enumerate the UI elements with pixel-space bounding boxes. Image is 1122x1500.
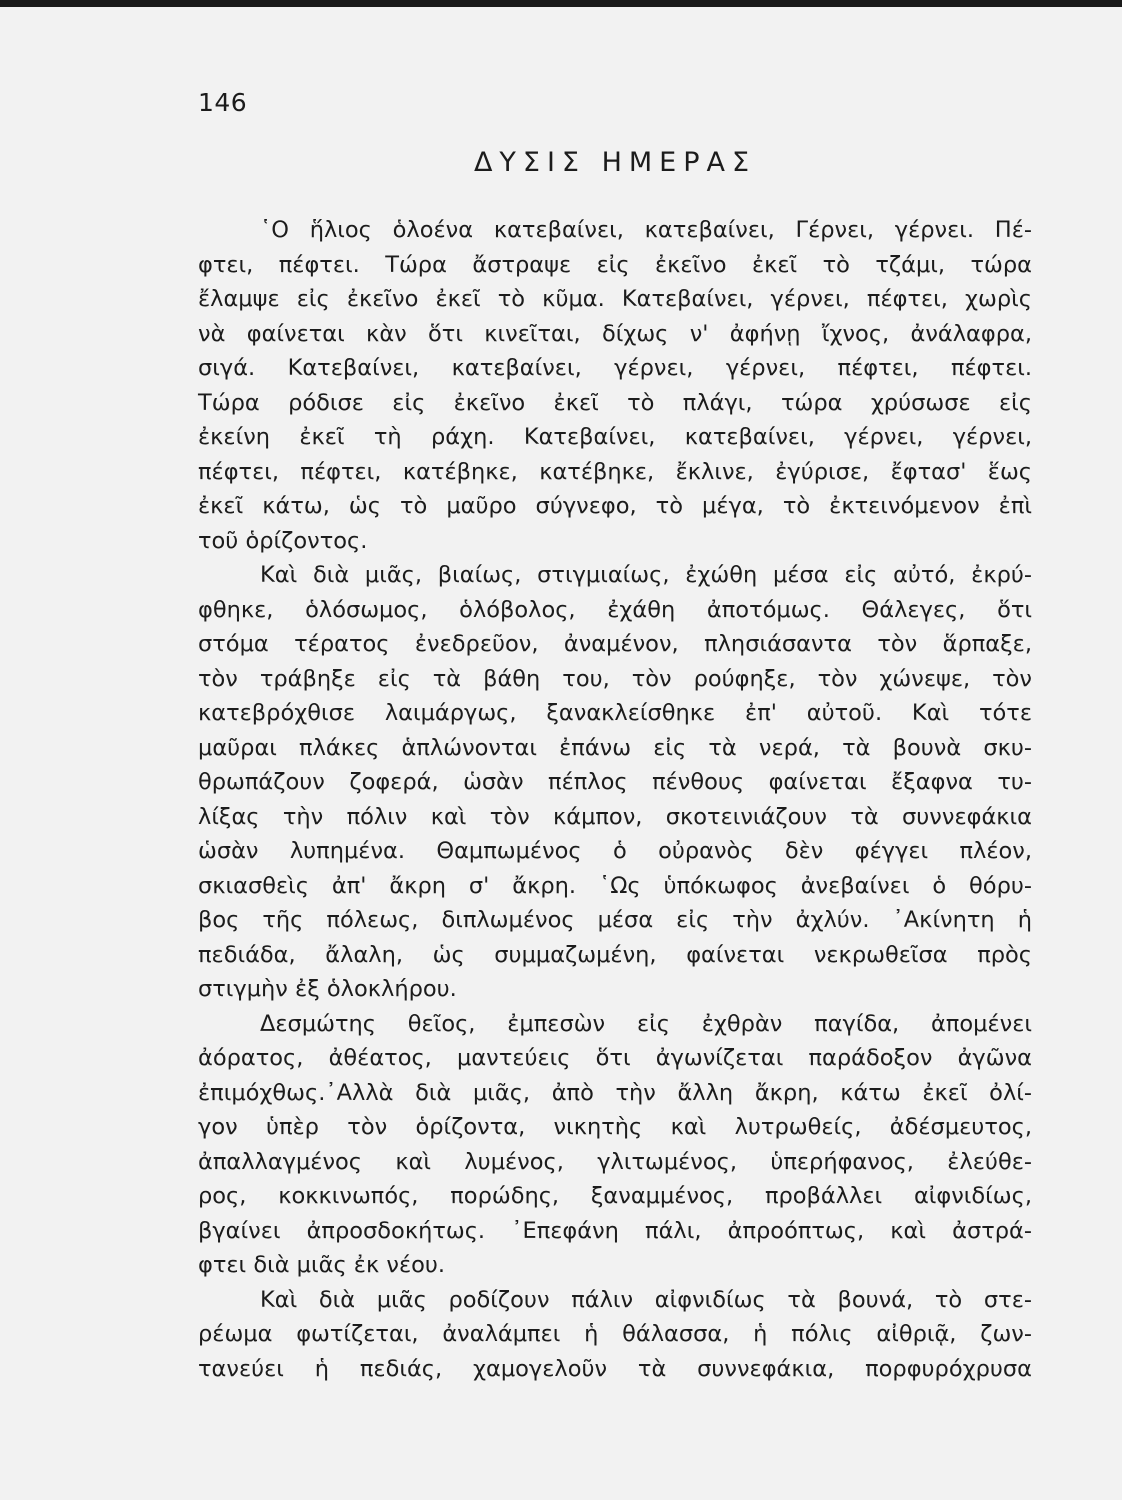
text-line: Καὶ διὰ μιᾶς ροδίζουν πάλιν αἰφνιδίως τὰ βουνά, τὸ στε- — [260, 1286, 1032, 1313]
text-line: λίξας τὴν πόλιν καὶ τὸν κάμπον, σκοτεινιάζουν τὰ συννεφάκια — [198, 803, 1032, 830]
text-line: σιγά. Κατεβαίνει, κατεβαίνει, γέρνει, γέρνει, πέφτει, πέφτει. — [198, 355, 1032, 381]
text-line: θρωπάζουν ζοφερά, ὡσὰν πέπλος πένθους φαίνεται ἔξαφνα τυ- — [198, 769, 1032, 795]
text-line: τανεύει ἡ πεδιάς, χαμογελοῦν τὰ συννεφάκια, πορφυρόχρυσα — [198, 1355, 1032, 1382]
text-line: νὰ φαίνεται κὰν ὅτι κινεῖται, δίχως ν' ἀφήνῃ ἴχνος, ἀνάλαφρα, — [198, 320, 1032, 347]
text-line: μαῦραι πλάκες ἁπλώνονται ἐπάνω εἰς τὰ νερά, τὰ βουνὰ σκυ- — [198, 734, 1032, 761]
text-line: σκιασθεὶς ἀπ' ἄκρη σ' ἄκρη. ῾Ως ὑπόκωφος ἀνεβαίνει ὁ θόρυ- — [198, 872, 1032, 899]
text-line: ῾Ο ἥλιος ὁλοένα κατεβαίνει, κατεβαίνει, Γέρνει, γέρνει. Πέ- — [260, 217, 1032, 243]
text-line: ἐκεῖ κάτω, ὡς τὸ μαῦρο σύγνεφο, τὸ μέγα, τὸ ἐκτεινόμενον ἐπὶ — [198, 493, 1032, 519]
text-line: γον ὑπὲρ τὸν ὁρίζοντα, νικητὴς καὶ λυτρωθείς, ἀδέσμευτος, — [198, 1114, 1032, 1140]
page-top-edge — [0, 0, 1122, 7]
text-line: ἔλαμψε εἰς ἐκεῖνο ἐκεῖ τὸ κῦμα. Κατεβαίνει, γέρνει, πέφτει, χωρὶς — [198, 286, 1032, 312]
text-line: φτει, πέφτει. Τώρα ἄστραψε εἰς ἐκεῖνο ἐκεῖ τὸ τζάμι, τώρα — [198, 251, 1032, 278]
page-number: 146 — [198, 88, 248, 117]
text-line: κατεβρόχθισε λαιμάργως, ξανακλείσθηκε ἐπ' αὐτοῦ. Καὶ τότε — [198, 700, 1032, 726]
text-line: ὡσὰν λυπημένα. Θαμπωμένος ὁ οὐρανὸς δὲν φέγγει πλέον, — [198, 838, 1032, 864]
text-line: βγαίνει ἀπροσδοκήτως. ᾽Επεφάνη πάλι, ἀπροόπτως, καὶ ἀστρά- — [198, 1217, 1032, 1244]
text-line: Καὶ διὰ μιᾶς, βιαίως, στιγμιαίως, ἐχώθη μέσα εἰς αὐτό, ἐκρύ- — [260, 562, 1032, 588]
text-line: στιγμὴν ἐξ ὁλοκλήρου. — [198, 976, 457, 1002]
text-line: πέφτει, πέφτει, κατέβηκε, κατέβηκε, ἔκλινε, ἐγύρισε, ἔφτασ' ἕως — [198, 458, 1032, 485]
text-line: ρος, κοκκινωπός, πορώδης, ξαναμμένος, προβάλλει αἰφνιδίως, — [198, 1183, 1032, 1209]
text-line: στόμα τέρατος ἐνεδρεῦον, ἀναμένον, πλησιάσαντα τὸν ἅρπαξε, — [198, 631, 1032, 657]
chapter-title: ΔΥΣΙΣ ΗΜΕΡΑΣ — [473, 147, 757, 178]
text-line: τὸν τράβηξε εἰς τὰ βάθη του, τὸν ρούφηξε, τὸν χώνεψε, τὸν — [198, 665, 1032, 692]
text-line: ἀπαλλαγμένος καὶ λυμένος, γλιτωμένος, ὑπερήφανος, ἐλεύθε- — [198, 1148, 1032, 1175]
text-line: πεδιάδα, ἄλαλη, ὡς συμμαζωμένη, φαίνεται νεκρωθεῖσα πρὸς — [198, 941, 1032, 968]
text-line: ἐπιμόχθως.᾽Αλλὰ διὰ μιᾶς, ἀπὸ τὴν ἄλλη ἄκρη, κάτω ἐκεῖ ὀλί- — [198, 1079, 1032, 1106]
text-line: ρέωμα φωτίζεται, ἀναλάμπει ἡ θάλασσα, ἡ πόλις αἰθριᾷ, ζων- — [198, 1321, 1032, 1347]
text-line: φθηκε, ὁλόσωμος, ὁλόβολος, ἐχάθη ἀποτόμως. Θάλεγες, ὅτι — [198, 596, 1032, 623]
text-line: ἀόρατος, ἀθέατος, μαντεύεις ὅτι ἀγωνίζεται παράδοξον ἀγῶνα — [198, 1045, 1032, 1071]
text-line: βος τῆς πόλεως, διπλωμένος μέσα εἰς τὴν ἀχλύν. ᾽Ακίνητη ἡ — [198, 907, 1032, 933]
text-body — [198, 213, 1032, 1386]
text-line: τοῦ ὁρίζοντος. — [198, 527, 368, 554]
text-line: φτει διὰ μιᾶς ἐκ νέου. — [198, 1252, 446, 1278]
text-line: Δεσμώτης θεῖος, ἐμπεσὼν εἰς ἐχθρὰν παγίδα, ἀπομένει — [260, 1010, 1032, 1037]
text-line: Τώρα ρόδισε εἰς ἐκεῖνο ἐκεῖ τὸ πλάγι, τώρα χρύσωσε εἰς — [198, 389, 1032, 416]
text-line: ἐκείνη ἐκεῖ τὴ ράχη. Κατεβαίνει, κατεβαίνει, γέρνει, γέρνει, — [198, 424, 1032, 450]
